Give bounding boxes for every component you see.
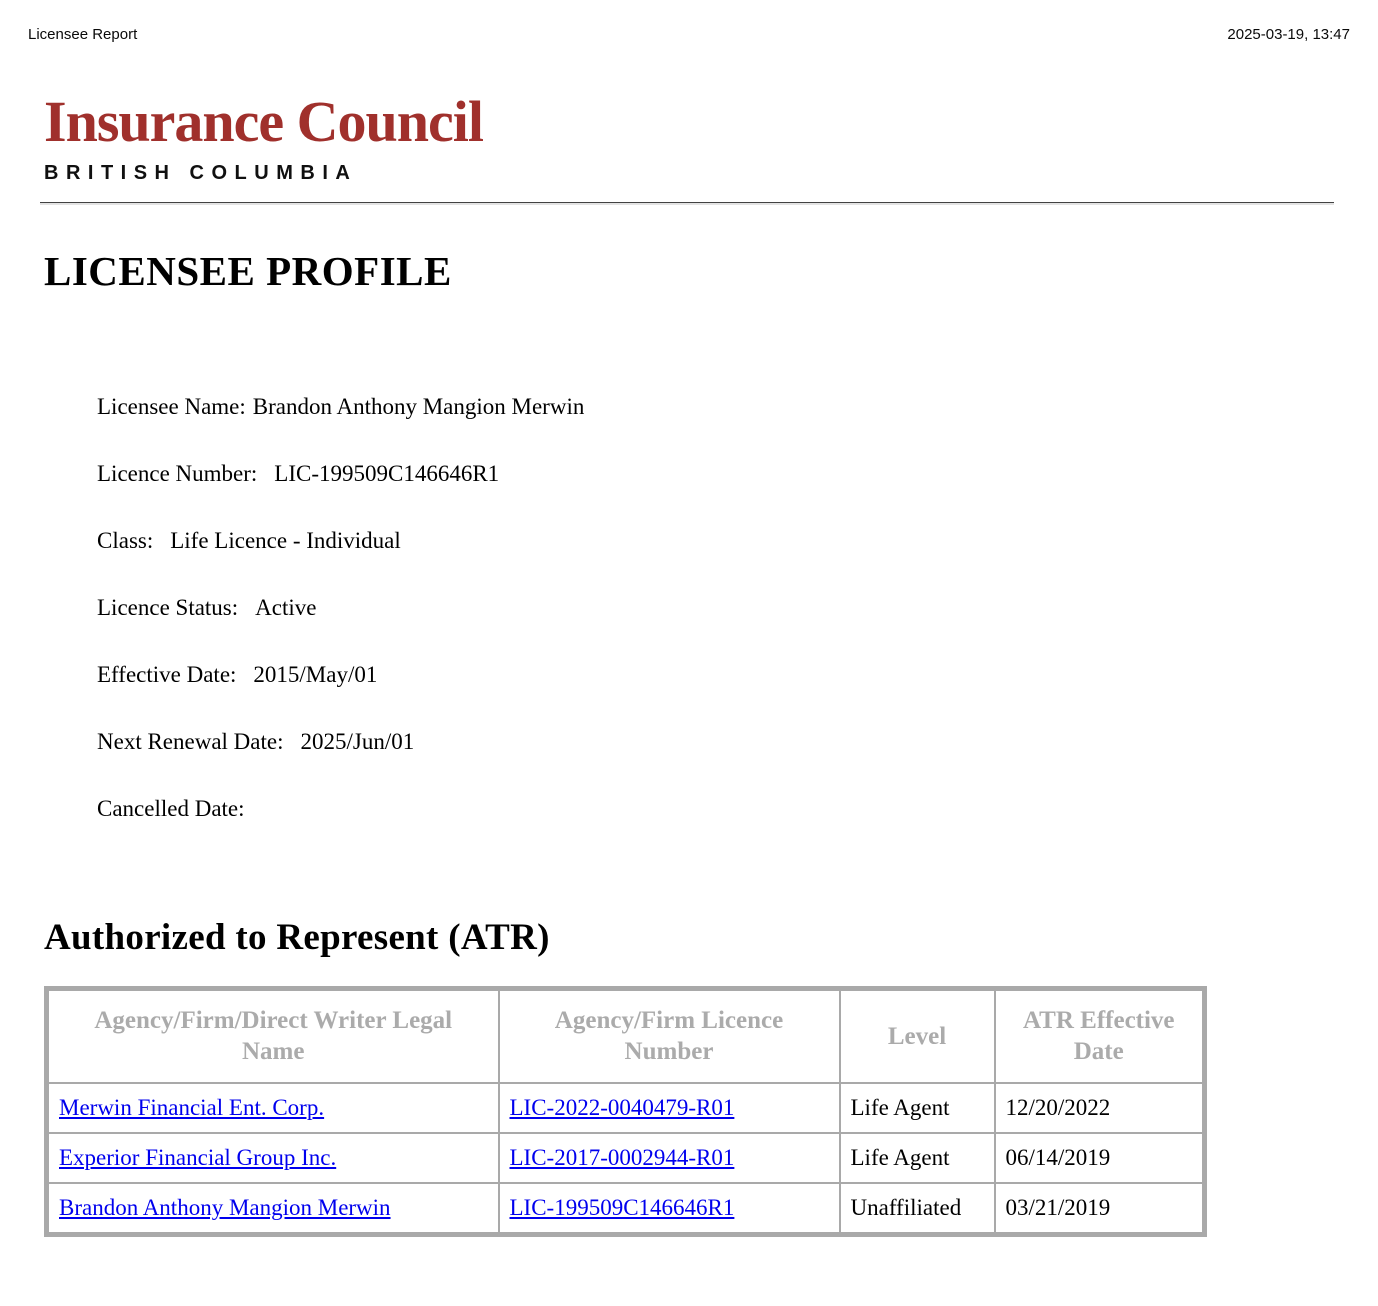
brand-region: BRITISH COLUMBIA: [44, 162, 358, 184]
page-title: LICENSEE PROFILE: [44, 248, 452, 294]
agency-name-link[interactable]: Experior Financial Group Inc.: [59, 1144, 337, 1170]
field-value: 2025/Jun/01: [300, 729, 415, 754]
atr-table-header-row: [47, 989, 1205, 1083]
field-value: Life Licence - Individual: [170, 528, 401, 553]
field-value: LIC-199509C146646R1: [274, 461, 500, 486]
field-licence-status: [97, 593, 1378, 623]
field-next-renewal-date: [97, 727, 1378, 757]
print-header: [0, 0, 1378, 43]
level-cell: Life Agent: [850, 1144, 950, 1170]
level-cell: Life Agent: [850, 1094, 950, 1120]
field-cancelled-date: [97, 794, 1378, 824]
atr-section-title: Authorized to Represent (ATR): [44, 917, 550, 958]
licence-number-link[interactable]: LIC-2017-0002944-R01: [509, 1144, 735, 1170]
field-label: Licence Status:: [97, 595, 239, 620]
licence-number-link[interactable]: LIC-199509C146646R1: [509, 1194, 735, 1220]
field-effective-date: [97, 660, 1378, 690]
licence-number-link[interactable]: LIC-2022-0040479-R01: [509, 1094, 735, 1120]
atr-table-row: [47, 1133, 1205, 1183]
field-label: Licensee Name:: [97, 394, 246, 419]
field-label: Next Renewal Date:: [97, 729, 284, 754]
field-label: Effective Date:: [97, 662, 237, 687]
field-value: Active: [255, 595, 317, 620]
atr-table: [44, 986, 1207, 1237]
print-timestamp: 2025-03-19, 13:47: [1227, 26, 1350, 43]
field-label: Class:: [97, 528, 154, 553]
field-label: Licence Number:: [97, 461, 258, 486]
brand-logo: [44, 89, 1334, 185]
column-header-licence-number: Agency/Firm Licence Number: [499, 989, 840, 1083]
field-licensee-name: [97, 392, 1378, 422]
column-header-level: Level: [840, 989, 995, 1083]
profile-fields: [97, 392, 1378, 824]
brand-wordmark: Insurance Council: [44, 89, 484, 154]
atr-date-cell: 12/20/2022: [1005, 1094, 1111, 1120]
atr-table-row: [47, 1183, 1205, 1235]
header-divider: [40, 202, 1334, 205]
column-header-atr-date: ATR Effective Date: [995, 989, 1205, 1083]
field-value: Brandon Anthony Mangion Merwin: [252, 394, 585, 419]
atr-date-cell: 03/21/2019: [1005, 1194, 1111, 1220]
field-value: 2015/May/01: [253, 662, 378, 687]
agency-name-link[interactable]: Merwin Financial Ent. Corp.: [59, 1094, 325, 1120]
atr-table-row: [47, 1083, 1205, 1133]
level-cell: Unaffiliated: [850, 1194, 962, 1220]
report-title: Licensee Report: [28, 26, 138, 43]
field-label: Cancelled Date:: [97, 796, 245, 821]
column-header-agency-name: Agency/Firm/Direct Writer Legal Name: [47, 989, 499, 1083]
agency-name-link[interactable]: Brandon Anthony Mangion Merwin: [59, 1194, 391, 1220]
field-class: [97, 526, 1378, 556]
atr-date-cell: 06/14/2019: [1005, 1144, 1111, 1170]
field-licence-number: [97, 459, 1378, 489]
